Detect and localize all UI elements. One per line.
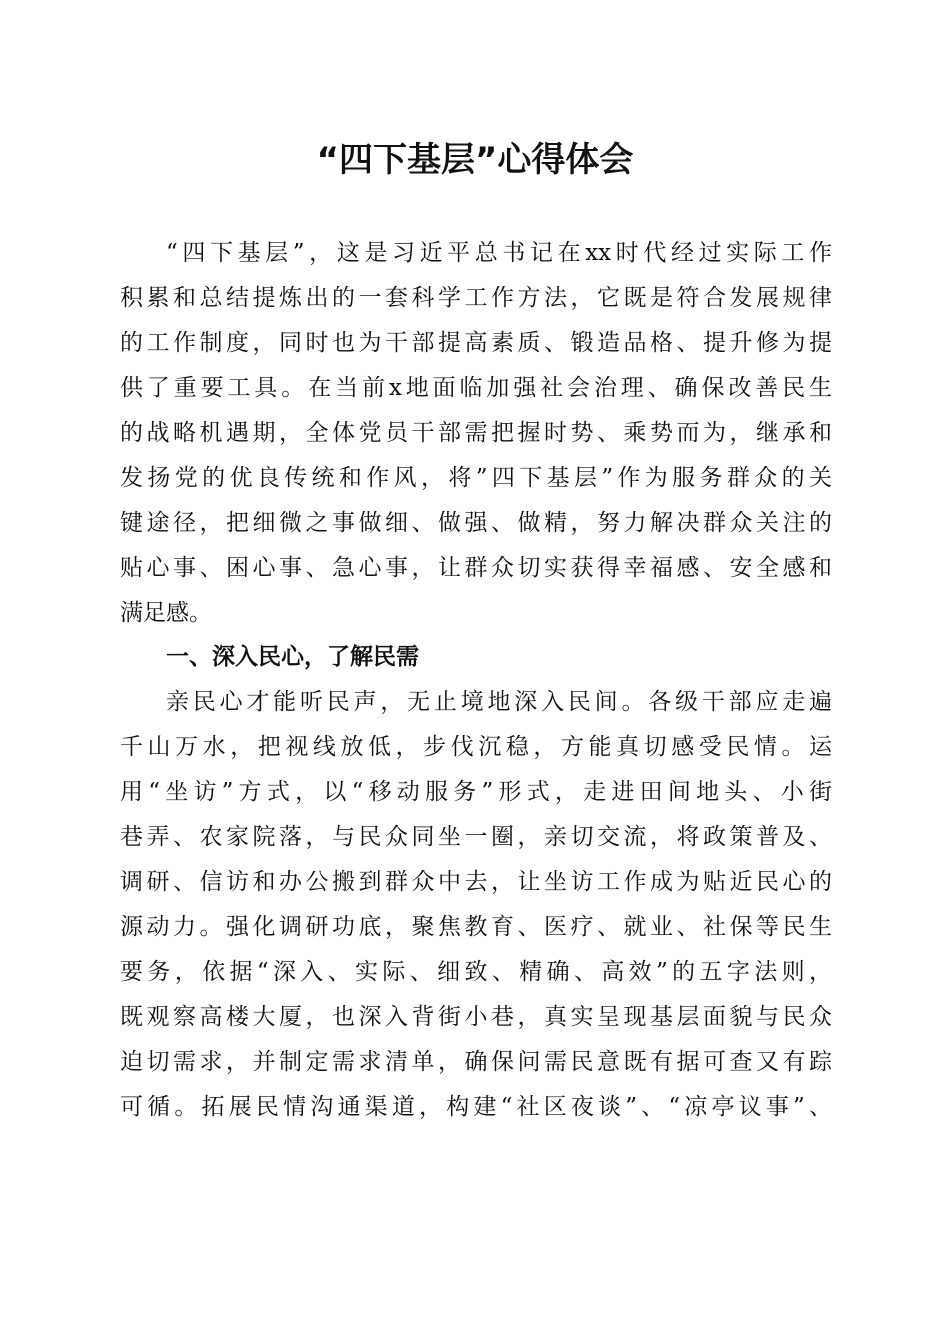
intro-line: 键途径，把细微之事做细、做强、做精，努力解决群众关注的 (120, 510, 832, 536)
document-title: “四下基层”心得体会 (316, 140, 634, 180)
intro-line: 的战略机遇期，全体党员干部需把握时势、乘势而为，继承和 (120, 420, 832, 446)
section-line: 可循。拓展民情沟通渠道，构建“社区夜谈”、“凉亭议事”、 (120, 1094, 832, 1120)
intro-line: 贴心事、困心事、急心事，让群众切实获得幸福感、安全感和 (120, 555, 832, 581)
section-line: 既观察高楼大厦，也深入背街小巷，真实呈现基层面貌与民众 (120, 1004, 832, 1030)
section-line: 巷弄、农家院落，与民众同坐一圈，亲切交流，将政策普及、 (120, 824, 832, 850)
intro-line: 供了重要工具。在当前x地面临加强社会治理、确保改善民生 (120, 375, 832, 401)
section-line: 用“坐访”方式，以“移动服务”形式，走进田间地头、小街 (120, 779, 832, 805)
section-line: 要务，依据“深入、实际、细致、精确、高效”的五字法则， (120, 959, 832, 985)
intro-line: 发扬党的优良传统和作风，将”四下基层”作为服务群众的关 (120, 465, 832, 491)
section-line: 迫切需求，并制定需求清单，确保问需民意既有据可查又有踪 (120, 1049, 832, 1075)
section-line: 千山万水，把视线放低，步伐沉稳，方能真切感受民情。运 (120, 734, 832, 760)
section-line: 亲民心才能听民声，无止境地深入民间。各级干部应走遍 (166, 689, 832, 715)
section-line: 调研、信访和办公搬到群众中去，让坐访工作成为贴近民心的 (120, 869, 832, 895)
intro-line: 满足感。 (120, 600, 212, 626)
intro-line: 的工作制度，同时也为干部提高素质、锻造品格、提升修为提 (120, 330, 832, 356)
section-line: 源动力。强化调研功底，聚焦教育、医疗、就业、社保等民生 (120, 914, 832, 940)
intro-line: “四下基层”，这是习近平总书记在xx时代经过实际工作 (166, 240, 832, 266)
intro-line: 积累和总结提炼出的一套科学工作方法，它既是符合发展规律 (120, 285, 832, 311)
section-heading: 一、深入民心，了解民需 (166, 644, 419, 670)
